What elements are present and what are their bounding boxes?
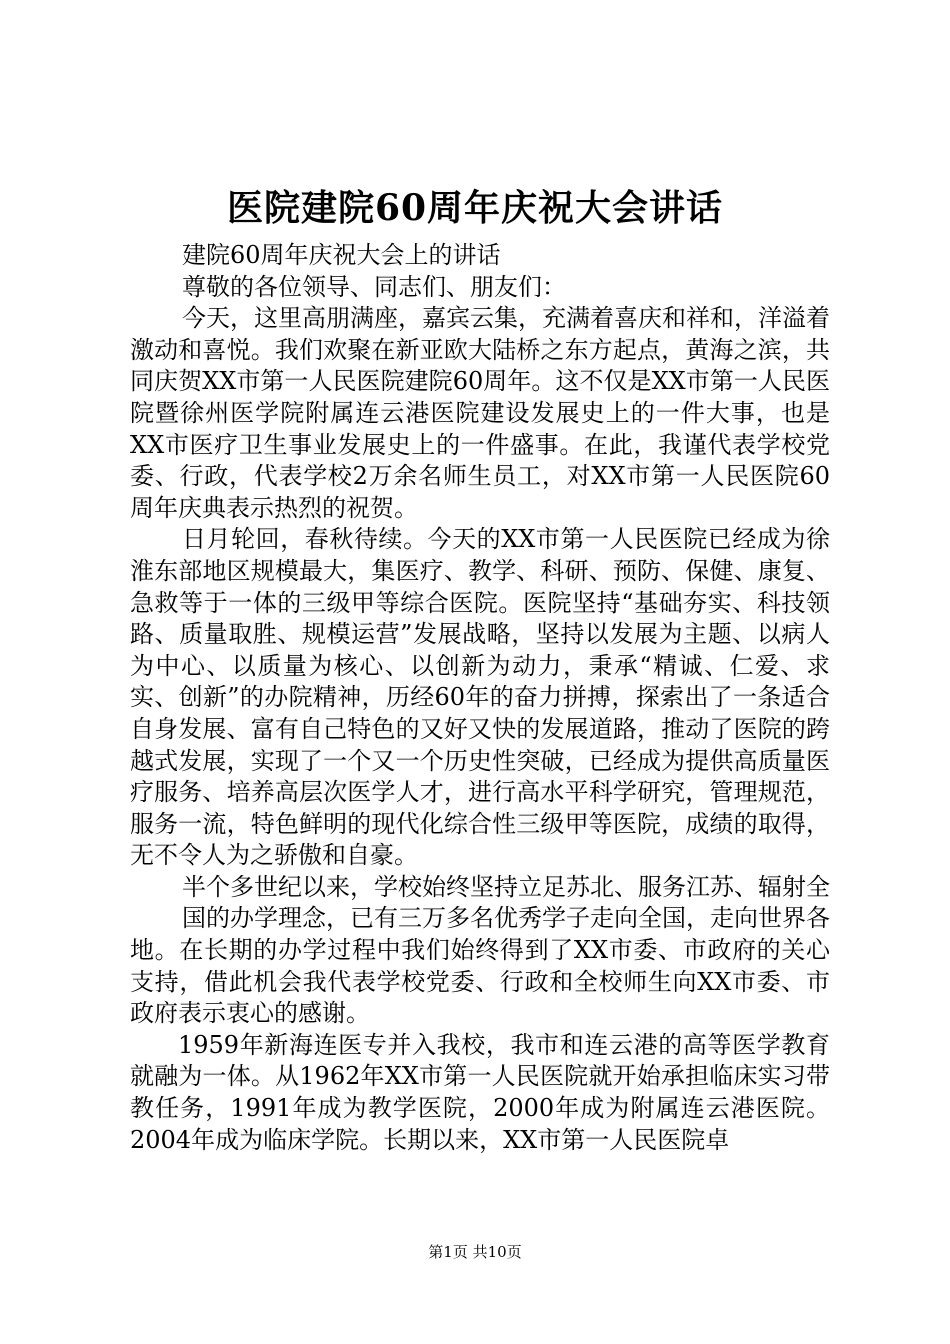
document-body [130,240,830,1156]
document-title: 医院建院60周年庆祝大会讲话 [226,187,724,229]
paragraph: 日月轮回，春秋待续。今天的XX市第一人民医院已经成为徐淮东部地区规模最大，集医疗、教学、科研、预防、保健、康复、急救等于一体的三级甲等综合医院。医院坚持“基础夯实、科技领路、质量取胜、规模运营”发展战略，坚持以发展为主题、以病人为中心、以质量为核心、以创新为动力，秉承“精诚、仁爱、求实、创新”的办院精神，历经60年的奋力拼搏，探索出了一条适合自身发展、富有自己特色的又好又快的发展道路，推动了医院的跨越式发展，实现了一个又一个历史性突破，已经成为提供高质量医疗服务、培养高层次医学人才，进行高水平科学研究，管理规范，服务一流，特色鲜明的现代化综合性三级甲等医院，成绩的取得，无不令人为之骄傲和自豪。 [130,525,830,870]
paragraph-subtitle: 建院60周年庆祝大会上的讲话 [182,241,501,269]
paragraph: 半个多世纪以来，学校始终坚持立足苏北、服务江苏、辐射全 [182,872,830,901]
paragraph: 今天，这里高朋满座，嘉宾云集，充满着喜庆和祥和，洋溢着激动和喜悦。我们欢聚在新亚欧大陆桥之东方起点，黄海之滨，共同庆贺XX市第一人民医院建院60周年。这不仅是XX市第一人民医院暨徐州医学院附属连云港医院建设发展史上的一件大事，也是XX市医疗卫生事业发展史上的一件盛事。在此，我谨代表学校党委、行政，代表学校2万余名师生员工，对XX市第一人民医院60周年庆典表示热烈的祝贺。 [130,304,830,522]
paragraph-salutation: 尊敬的各位领导、同志们、朋友们： [182,272,566,301]
paragraph: 1959年新海连医专并入我校，我市和连云港的高等医学教育就融为一体。从1962年XX市第一人民医院就开始承担临床实习带教任务，1991年成为教学医院，2000年成为附属连云港医院。2004年成为临床学院。长期以来，XX市第一人民医院卓 [130,1030,830,1154]
page-indicator: 第1页 共10页 [428,1243,522,1261]
paragraph: 国的办学理念，已有三万多名优秀学子走向全国，走向世界各地。在长期的办学过程中我们始终得到了XX市委、市政府的关心支持，借此机会我代表学校党委、行政和全校师生向XX市委、市政府表示衷心的感谢。 [130,904,830,1028]
